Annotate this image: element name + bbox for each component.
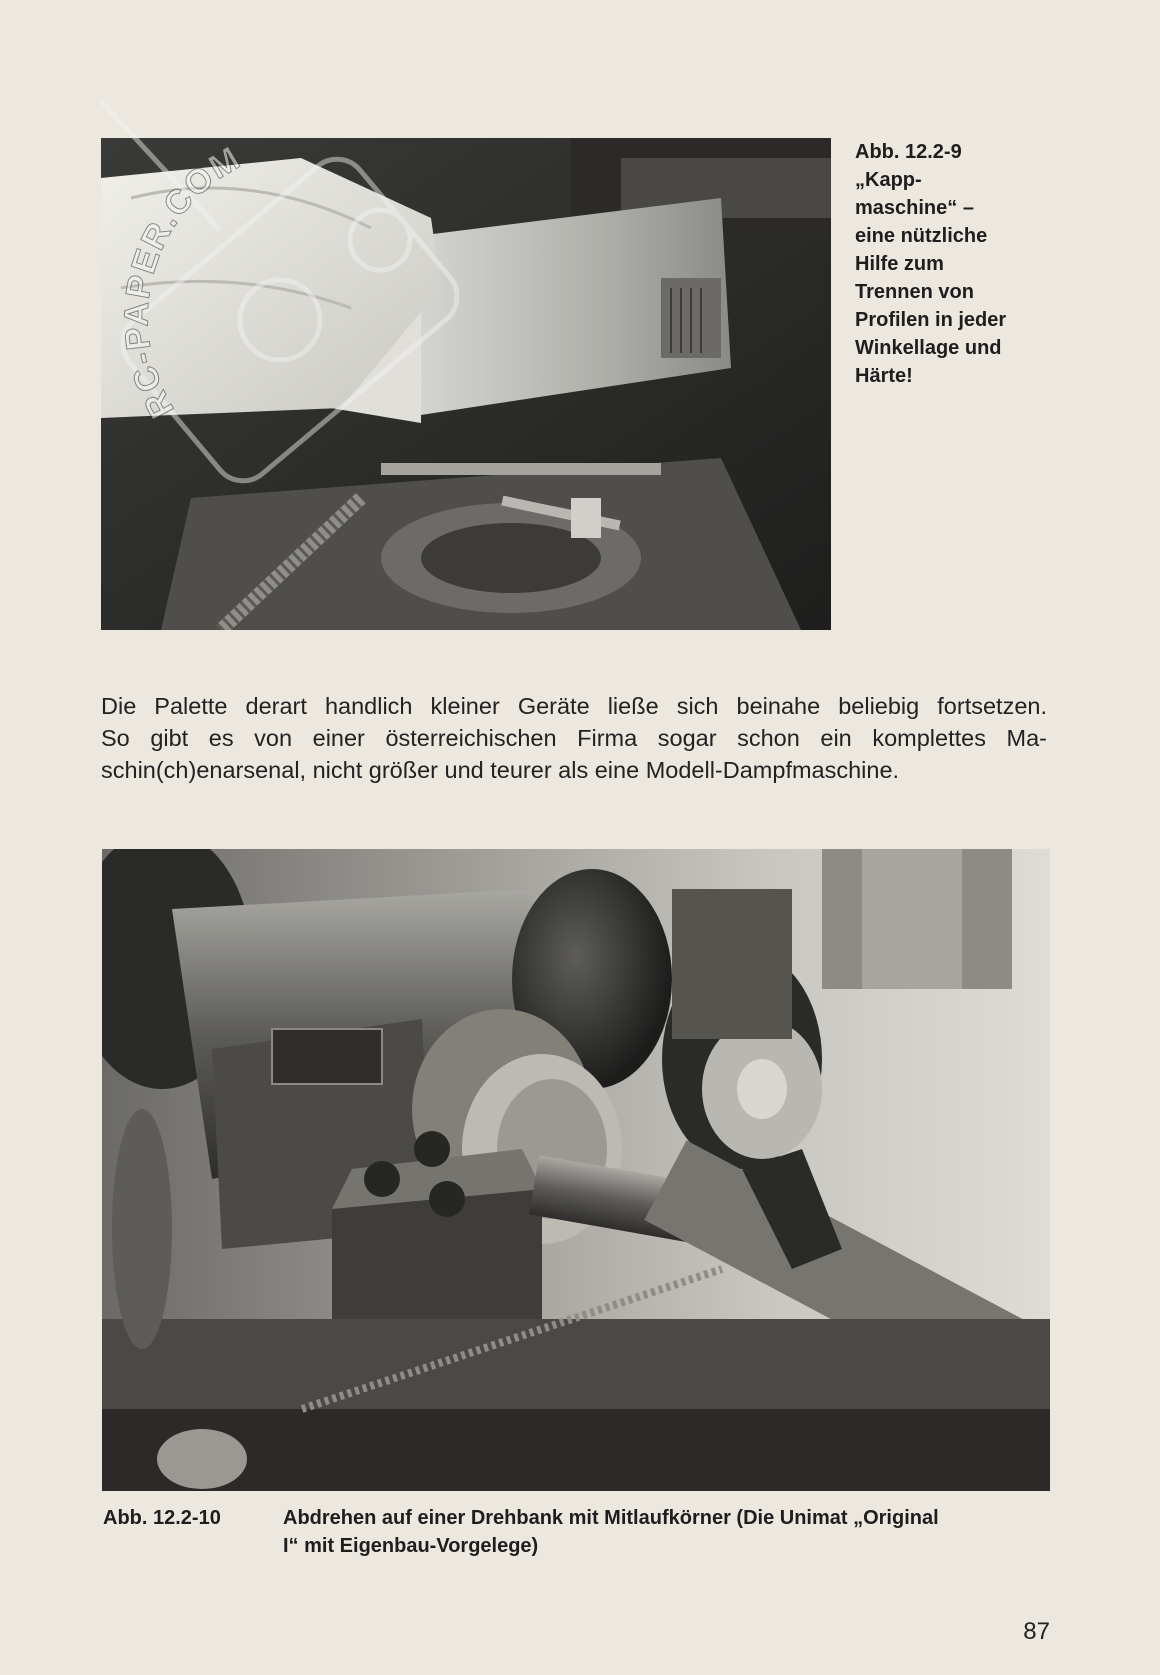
caption-line: maschine“ –: [855, 197, 974, 219]
body-line: schin(ch)enarsenal, nicht größer und teurer als eine Modell-Dampfmaschine.: [101, 757, 900, 783]
caption-line: Profilen in jeder: [855, 309, 1007, 331]
body-line: Die Palette derart handlich kleiner Geräte ließe sich beinahe beliebig fortsetzen.: [101, 693, 1047, 719]
caption-line: eine nützliche: [855, 225, 988, 247]
caption-line: Abb. 12.2-9: [855, 141, 962, 163]
caption-line: Abdrehen auf einer Drehbank mit Mitlaufkörner (Die Unimat „Original: [283, 1507, 939, 1529]
photo-lathe-image: [102, 849, 1050, 1491]
body-line: So gibt es von einer österreichischen Firma sogar schon ein komplettes Ma-: [101, 725, 1047, 751]
caption-line: Winkellage und: [855, 337, 1002, 359]
caption-line: Trennen von: [855, 281, 974, 303]
photo-lathe: [102, 849, 1050, 1491]
photo-cutoff-machine: [101, 138, 831, 630]
watermark-text: RC-PAPER.COM: [117, 138, 248, 425]
caption-line: Härte!: [855, 365, 913, 387]
photo-cutoff-machine-image: [101, 138, 831, 630]
caption-line: Hilfe zum: [855, 253, 944, 275]
caption-line: I“ mit Eigenbau-Vorgelege): [283, 1535, 539, 1557]
caption-text: [283, 1504, 1053, 1560]
caption-label: Abb. 12.2-10: [103, 1507, 221, 1529]
figure-caption-12-2-9: [855, 138, 1075, 390]
page-number: 87: [1023, 1618, 1050, 1645]
body-paragraph: [101, 690, 1047, 786]
caption-line: „Kapp-: [855, 169, 922, 191]
